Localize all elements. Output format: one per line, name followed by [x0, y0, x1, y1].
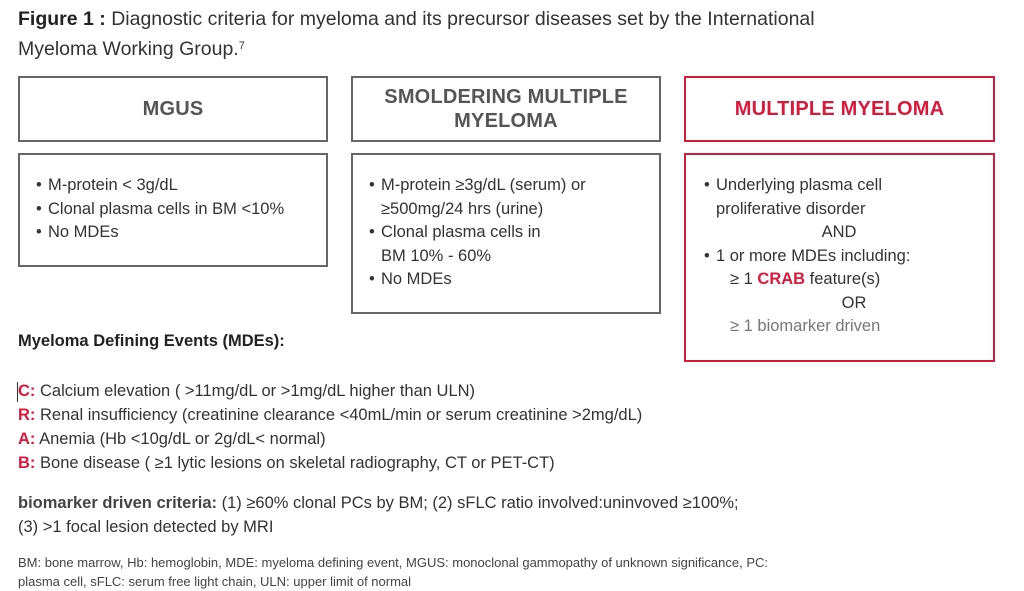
mm-and: AND — [821, 223, 857, 241]
mde-title: Myeloma Defining Events (MDEs): — [18, 332, 285, 350]
mgus-item: • M-protein < 3g/dL — [36, 176, 178, 194]
smm-title-line2: MYELOMA — [454, 110, 558, 132]
mgus-header-box — [18, 76, 328, 142]
caption-ref: 7 — [238, 40, 245, 52]
biomarker-label: biomarker driven criteria: — [18, 494, 217, 512]
mde-item-bone: B: Bone disease ( ≥1 lytic lesions on skeletal radiography, CT or PET-CT) — [18, 454, 555, 472]
figure-caption — [18, 6, 838, 63]
caption-text: Diagnostic criteria for myeloma and its precursor diseases set by the International Myeloma Working Group. — [18, 8, 815, 60]
footnote: BM: bone marrow, Hb: hemoglobin, MDE: myeloma defining event, MGUS: monoclonal gammopathy of unknown significance, PC: plasma cell, sFLC: serum free light chain, ULN: upper limit of normal — [18, 555, 769, 589]
smm-criteria-box — [351, 153, 661, 314]
smm-item: • M-protein ≥3g/dL (serum) or — [369, 176, 586, 194]
mde-item-anemia: A: Anemia (Hb <10g/dL or 2g/dL< normal) — [18, 430, 326, 448]
mm-header-box — [684, 76, 995, 142]
smm-item-cont: ≥500mg/24 hrs (urine) — [381, 199, 544, 218]
mm-item: • Underlying plasma cell — [704, 176, 882, 194]
mm-criteria-box — [684, 153, 995, 362]
mgus-item: • Clonal plasma cells in BM <10% — [36, 199, 285, 218]
mde-item-renal: R: Renal insufficiency (creatinine clearance <40mL/min or serum creatinine >2mg/dL) — [18, 406, 643, 424]
figure-label: Figure 1 : — [18, 8, 106, 30]
mm-or: OR — [841, 293, 867, 312]
smm-item: • Clonal plasma cells in — [369, 223, 541, 241]
mde-item-calcium: C: Calcium elevation ( >11mg/dL or >1mg/dL higher than ULN) — [18, 382, 476, 400]
mgus-title: MGUS — [142, 98, 204, 120]
smm-item-cont: BM 10% - 60% — [381, 246, 492, 265]
smm-header-box — [351, 76, 661, 142]
mm-biomarker: ≥ 1 biomarker driven — [730, 317, 881, 335]
mgus-item: • No MDEs — [36, 223, 119, 241]
mm-crab-line: ≥ 1 CRAB feature(s) — [730, 270, 881, 288]
mm-title: MULTIPLE MYELOMA — [734, 98, 945, 120]
crab-term: CRAB — [757, 270, 806, 288]
mm-item-cont: proliferative disorder — [716, 199, 866, 218]
mgus-criteria-box — [18, 153, 328, 267]
mm-item: • 1 or more MDEs including: — [704, 246, 911, 265]
smm-title-line1: SMOLDERING MULTIPLE — [384, 86, 628, 108]
smm-item: • No MDEs — [369, 270, 452, 288]
biomarker-criteria: biomarker driven criteria: (1) ≥60% clonal PCs by BM; (2) sFLC ratio involved:uninvoved ≥100%; (3) >1 focal lesion detected by MRI — [18, 494, 739, 536]
